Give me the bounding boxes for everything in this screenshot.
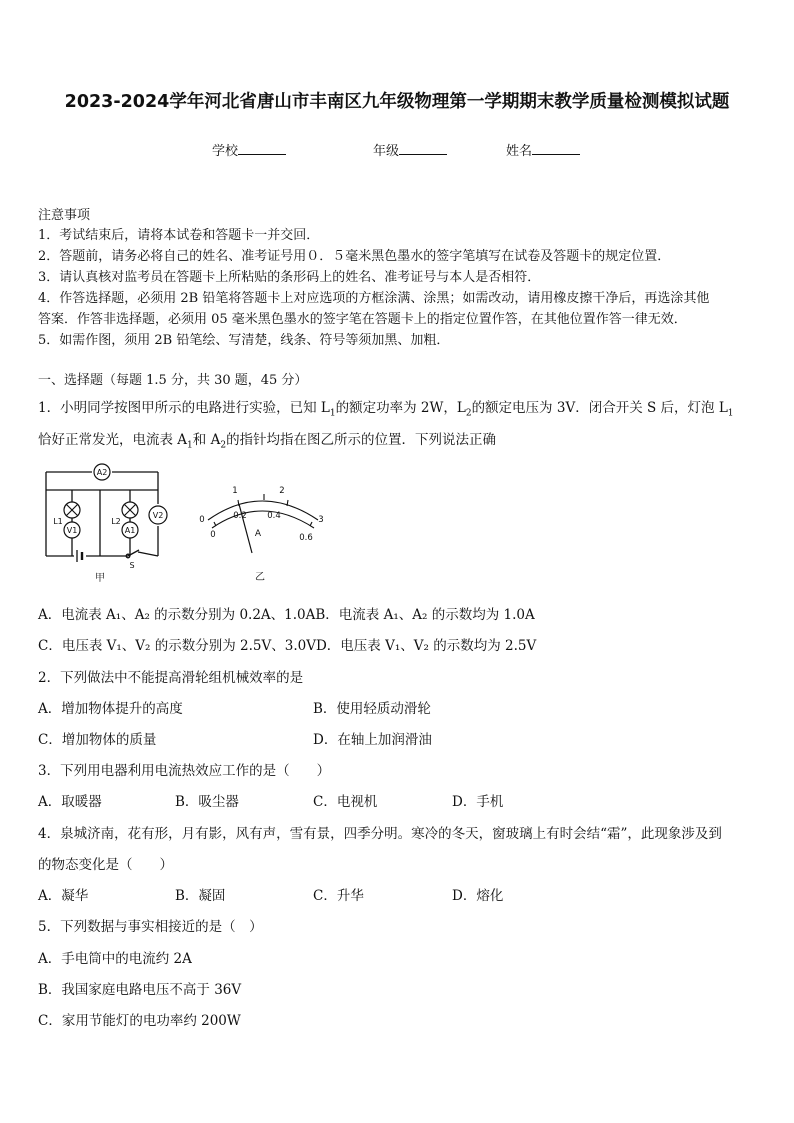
a2-label: A2 <box>96 468 108 477</box>
q3-stem: 3．下列用电器利用电流热效应工作的是（ ） <box>38 763 331 779</box>
q3-option-c: C．电视机 <box>313 794 378 810</box>
notice-item: 5．如需作图，须用 2B 铅笔绘、写清楚，线条、符号等须加黑、加粗． <box>38 333 450 348</box>
s-label: S <box>129 561 135 570</box>
q2-stem: 2．下列做法中不能提高滑轮组机械效率的是 <box>38 670 304 686</box>
q1-options-ab: A．电流表 A₁、A₂ 的示数分别为 0.2A、1.0AB．电流表 A₁、A₂ 的示数均为 1.0A <box>38 607 535 623</box>
dial-bottom-0: 0 <box>210 530 216 540</box>
page-title: 2023-2024学年河北省唐山市丰南区九年级物理第一学期期末教学质量检测模拟试题 <box>64 92 730 112</box>
q1-text: 的额定电压为 3V．闭合开关 S 后，灯泡 L <box>471 400 728 416</box>
q3-option-b: B．吸尘器 <box>175 794 239 810</box>
q1-sub: 1 <box>329 408 336 419</box>
q1-text: 恰好正常发光，电流表 A <box>38 432 188 448</box>
q1-sub: 1 <box>727 408 734 419</box>
q1-sub: 1 <box>187 440 193 451</box>
q4-option-d: D．熔化 <box>452 888 504 904</box>
dial-top-3: 3 <box>318 515 324 525</box>
fig-jia-caption: 甲 <box>95 573 105 584</box>
q1-stem-line1 <box>38 396 734 419</box>
q4-stem-line1: 4．泉城济南，花有形，月有影，风有声，雪有景，四季分明。寒冷的冬天，窗玻璃上有时会结“霜”，此现象涉及到 <box>38 826 722 842</box>
q2-option-c: C．增加物体的质量 <box>38 732 157 748</box>
dial-bottom-02: 0.2 <box>233 511 247 521</box>
name-field <box>506 140 580 159</box>
dial-top-1: 1 <box>232 486 238 496</box>
q4-stem-line2: 的物态变化是（ ） <box>38 857 173 873</box>
notice-item: 3．请认真核对监考员在答题卡上所粘贴的条形码上的姓名、准考证号与本人是否相符． <box>38 270 541 285</box>
q4-option-b: B．凝固 <box>175 888 226 904</box>
q4-option-c: C．升华 <box>313 888 364 904</box>
circuit-diagram <box>40 460 170 585</box>
q5-stem: 5．下列数据与事实相接近的是（ ） <box>38 919 263 935</box>
q1-text: 的指针均指在图乙所示的位置．下列说法正确 <box>226 432 497 448</box>
dial-bottom-06: 0.6 <box>299 533 313 543</box>
q1-text: 的额定功率为 2W，L <box>335 400 466 416</box>
school-label: 学校 <box>212 144 239 159</box>
q4-option-a: A．凝华 <box>38 888 89 904</box>
fig-yi-caption: 乙 <box>255 572 265 583</box>
q1-sub: 2 <box>465 408 472 419</box>
dial-bottom-04: 0.4 <box>267 511 281 521</box>
notice-item: 1．考试结束后，请将本试卷和答题卡一并交回． <box>38 228 320 243</box>
name-blank <box>532 142 580 155</box>
dial-unit: A <box>254 529 262 539</box>
notice-item: 2．答题前，请务必将自己的姓名、准考证号用０．５毫米黑色墨水的签字笔填写在试卷及答题卡的规定位置． <box>38 249 671 264</box>
school-field <box>212 140 286 159</box>
name-label: 姓名 <box>506 144 533 159</box>
q5-option-c: C．家用节能灯的电功率约 200W <box>38 1013 241 1029</box>
l1-label: L1 <box>53 517 63 526</box>
dial-top-2: 2 <box>279 486 285 496</box>
q1-options-cd: C．电压表 V₁、V₂ 的示数分别为 2.5V、3.0VD．电压表 V₁、V₂ 的示数均为 2.5V <box>38 638 537 654</box>
q5-option-b: B．我国家庭电路电压不高于 36V <box>38 982 242 998</box>
q3-option-a: A．取暖器 <box>38 794 102 810</box>
q2-option-b: B．使用轻质动滑轮 <box>313 701 431 717</box>
q5-option-a: A．手电筒中的电流约 2A <box>38 951 192 967</box>
q1-text: 和 A <box>192 432 221 448</box>
grade-label: 年级 <box>373 144 400 159</box>
q3-option-d: D．手机 <box>452 794 504 810</box>
l2-label: L2 <box>111 517 121 526</box>
ammeter-dial <box>190 478 340 586</box>
v2-label: V2 <box>152 511 164 520</box>
q1-stem-line2 <box>38 428 496 451</box>
a1-label: A1 <box>124 526 136 535</box>
notice-item: 答案．作答非选择题，必须用 05 毫米黑色墨水的签字笔在答题卡上的指定位置作答，在其他位置作答一律无效． <box>38 312 687 327</box>
notice-heading: 注意事项 <box>38 208 91 223</box>
notice-item: 4．作答选择题，必须用 2B 铅笔将答题卡上对应选项的方框涂满、涂黑；如需改动，请用橡皮擦干净后，再选涂其他 <box>38 291 710 306</box>
grade-field <box>373 140 447 159</box>
grade-blank <box>399 142 447 155</box>
q2-option-d: D．在轴上加润滑油 <box>313 732 432 748</box>
section-heading: 一、选择题（每题 1.5 分，共 30 题，45 分） <box>38 373 308 388</box>
v1-label: V1 <box>66 526 78 535</box>
q1-sub: 2 <box>220 440 227 451</box>
dial-top-0: 0 <box>199 515 205 525</box>
q2-option-a: A．增加物体提升的高度 <box>38 701 183 717</box>
q1-text: 1．小明同学按图甲所示的电路进行实验，已知 L <box>38 400 330 416</box>
school-blank <box>238 142 286 155</box>
